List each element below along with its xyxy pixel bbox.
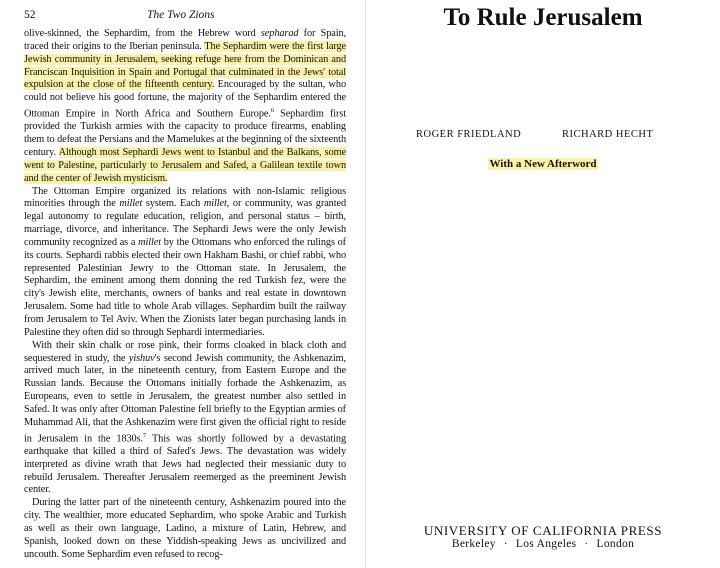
city: Los Angeles (515, 538, 577, 550)
publisher-name: UNIVERSITY OF CALIFORNIA PRESS (423, 523, 663, 538)
body-text (24, 28, 346, 561)
afterword-highlight: With a New Afterword (489, 158, 597, 170)
text-run: Sephardim first provided the Turkish armies with the capacity to produce firearms, enabling them to defeat the Persians and the Mamelukes at the beginning of the sixteenth century. (24, 108, 346, 159)
text-run: This was shortly followed by a devastating earthquake that killed a third of Safed's Jews. The devastation was widely interpreted as divine wrath that Jews had neglected their messianic duty to rebuild Jerusalem. Thereafter Jerusalem reemerged as the preeminent Jewish center. (24, 433, 346, 496)
text-run: With their skin chalk or rose pink, their forms cloaked in black cloth and sequestered in study, the (24, 339, 346, 364)
highlighted-text: The Sephardim were the first large Jewish community in Jerusalem, seeking refuge here from the Dominican and Franciscan Inquisition in Spain and Portugal that culminated in the Jews' total expulsion at the close of the fifteenth century. (24, 40, 346, 91)
afterword-note (366, 158, 720, 170)
text-run: , or community, was granted legal autonomy to regulate education, religion, and personal status – birth, marriage, divorce, and inheritance. The Sephardi Jews were the only Jewish community recognized as a (24, 198, 346, 248)
italic-term: millet (203, 198, 227, 210)
text-run: 's second Jewish community, the Ashkenazim, arrived much later, in the nineteenth century, from Eastern Europe and the Russian lands. Because the Ottomans initially forbade the Ashkenazim, as Europeans, even to settle in Jerusalem, the greatest number also settled in Safed. It was only after Ottoman Palestine fell briefly to the Egyptian armies of Muhammad Ali, that the Ashkenazim were first given the official right to reside in Jerusalem in the 1830s. (24, 352, 346, 444)
paragraph (24, 28, 346, 186)
footnote-ref: 7 (142, 431, 147, 439)
text-run: by the Ottomans who enforced the rulings of its courts. Sephardi rabbis elected their own Hakham Bashi, or chief rabbi, who represented Palestinian Jewry to the Ottoman state. In Jerusalem, the Sephardim, the eminent among them donning the red Turkish fez, were the city's Jewish elite, merchants, owners of banks and real estate in downtown Jerusalem. Some had title to whole Arab villages. Sephardim built the railway from Jerusalem to Tel Aviv. When the Zionists later began purchasing lands in Palestine they often did so through Sephardi intermediaries. (24, 236, 346, 338)
city: Berkeley (451, 538, 496, 550)
text-run: system. Each (142, 198, 204, 210)
italic-term: sepharad (260, 28, 299, 39)
italic-term: millet (119, 198, 143, 210)
text-run: Encouraged by the sultan, who could not believe his good fortune, the majority of the Sephardim entered the Ottoman Empire in North Africa and Southern Europe. (24, 79, 346, 120)
author-name: RICHARD HECHT (562, 129, 654, 140)
paragraph (24, 340, 346, 498)
paragraph (24, 186, 346, 340)
paragraph (24, 497, 346, 561)
publisher-cities (366, 538, 720, 550)
text-run: olive-skinned, the Sephardim, from the Hebrew word (24, 28, 261, 39)
italic-term: millet (138, 236, 161, 248)
running-head (24, 9, 346, 25)
author-name: ROGER FRIEDLAND (416, 129, 522, 140)
running-title: The Two Zions (147, 9, 215, 21)
text-run: During the latter part of the nineteenth century, Ashkenazim poured into the city. The wealthier, more educated Sephardim, who spoke Arabic and Turkish as well as their own language, Ladino, a mixture of Latin, Hebrew, and Spanish, looked down on these Yiddish-speaking Jews as uncivilized and uncouth. Some Sephardim even refused to recog- (24, 497, 346, 560)
right-page (366, 0, 720, 568)
text-run: for Spain, traced their origins to the Iberian peninsula. (24, 28, 346, 52)
footnote-ref: 6 (270, 107, 274, 115)
separator: · (503, 538, 508, 550)
separator: · (584, 538, 589, 550)
page-number: 52 (24, 9, 36, 21)
book-title: To Rule Jerusalem (443, 4, 643, 31)
italic-term: yishuv (128, 352, 155, 364)
text-run: The Ottoman Empire organized its relations with non-Islamic religious minorities through the (24, 185, 346, 210)
highlighted-text: Although most Sephardi Jews went to Istanbul and the Balkans, some went to Palestine, particularly to Jerusalem and Safed, a Galilean textile town and the center of Jewish mysticism. (24, 147, 347, 184)
city: London (596, 538, 635, 550)
